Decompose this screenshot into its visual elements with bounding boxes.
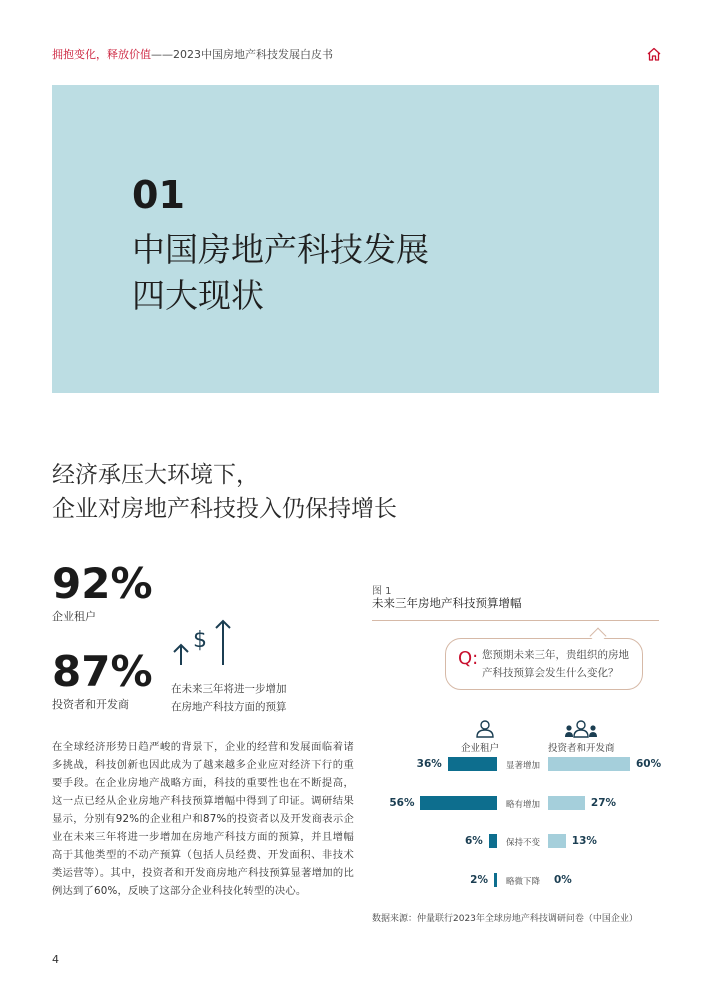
- group-people-icon: [564, 720, 598, 738]
- stat-label: 投资者和开发商: [52, 698, 129, 711]
- value-label-investors-3: 0%: [554, 874, 572, 886]
- series-label-tenants: 企业租户: [461, 743, 500, 754]
- running-header: [52, 46, 333, 62]
- question-text: 您预期未来三年，贵组织的房地产科技预算会发生什么变化？: [482, 649, 629, 679]
- budget-increase-note: [171, 680, 287, 716]
- figure-rule: [372, 620, 659, 621]
- figure-number: 图 1: [372, 586, 392, 597]
- note-line1: 在未来三年将进一步增加: [171, 683, 287, 695]
- figure-title: 未来三年房地产科技预算增幅: [372, 596, 522, 610]
- chapter-number: 01: [132, 173, 185, 217]
- chapter-title-line1: 中国房地产科技发展: [132, 230, 429, 269]
- header-rest: ——2023中国房地产科技发展白皮书: [151, 48, 333, 61]
- value-label-investors-0: 60%: [636, 758, 662, 770]
- value-label-tenants-2: 6%: [464, 835, 483, 847]
- stat-value: 92%: [52, 559, 153, 608]
- question-mark: Q:: [458, 648, 479, 669]
- bar-tenants-3: [494, 873, 497, 887]
- svg-text:$: $: [193, 628, 207, 653]
- header-accent: 拥抱变化，释放价值: [52, 48, 151, 61]
- bar-tenants-0: [448, 757, 497, 771]
- bar-investors-2: [548, 834, 566, 848]
- headline-line1: 经济承压大环境下，: [52, 462, 259, 488]
- data-source: 数据来源：仲量联行2023年全球房地产科技调研问卷（中国企业）: [372, 914, 638, 924]
- value-label-investors-1: 27%: [590, 797, 617, 809]
- category-label-3: 略微下降: [506, 877, 541, 887]
- series-label-investors: 投资者和开发商: [548, 743, 615, 754]
- page-number: 4: [52, 953, 59, 966]
- stat-investors: [52, 647, 153, 712]
- category-label-1: 略有增加: [506, 800, 541, 810]
- category-label-0: 显著增加: [506, 761, 541, 771]
- chapter-title-line2: 四大现状: [132, 276, 264, 315]
- stat-value: 87%: [52, 647, 153, 696]
- up-arrows-dollar-icon: [171, 617, 241, 669]
- chapter-hero: [52, 85, 659, 393]
- bar-tenants-2: [489, 834, 497, 848]
- home-icon[interactable]: [646, 46, 662, 62]
- section-headline: [52, 458, 397, 526]
- note-line2: 在房地产科技方面的预算: [171, 701, 287, 713]
- value-label-tenants-1: 56%: [389, 797, 415, 809]
- value-label-investors-2: 13%: [571, 835, 597, 847]
- value-label-tenants-3: 2%: [470, 874, 488, 886]
- value-label-tenants-0: 36%: [416, 758, 442, 770]
- bar-investors-0: [548, 757, 630, 771]
- bar-investors-1: [548, 796, 585, 810]
- bar-tenants-1: [420, 796, 497, 810]
- category-label-2: 保持不变: [506, 838, 541, 848]
- stat-label: 企业租户: [52, 610, 96, 623]
- person-icon: [473, 720, 497, 738]
- chapter-title: [132, 227, 429, 319]
- body-paragraph: 在全球经济形势日趋严峻的背景下，企业的经营和发展面临着诸多挑战，科技创新也因此成为了越来越多企业应对经济下行的重要手段。在企业房地产战略方面，科技的重要性也在不断提高，这一点已经从企业房地产科技预算增幅中得到了印证。调研结果显示，分别有92%的企业租户和87%的投资者以及开发商表示企业在未来三年将进一步增加在房地产科技方面的预算，并且增幅高于其他类型的不动产预算（包括人员经费、开发面积、非技术类运营等）。其中，投资者和开发商房地产科技预算显著增加的比例达到了60%，反映了这部分企业科技化转型的决心。: [52, 741, 354, 897]
- stat-tenants: [52, 559, 153, 624]
- headline-line2: 企业对房地产科技投入仍保持增长: [52, 496, 397, 522]
